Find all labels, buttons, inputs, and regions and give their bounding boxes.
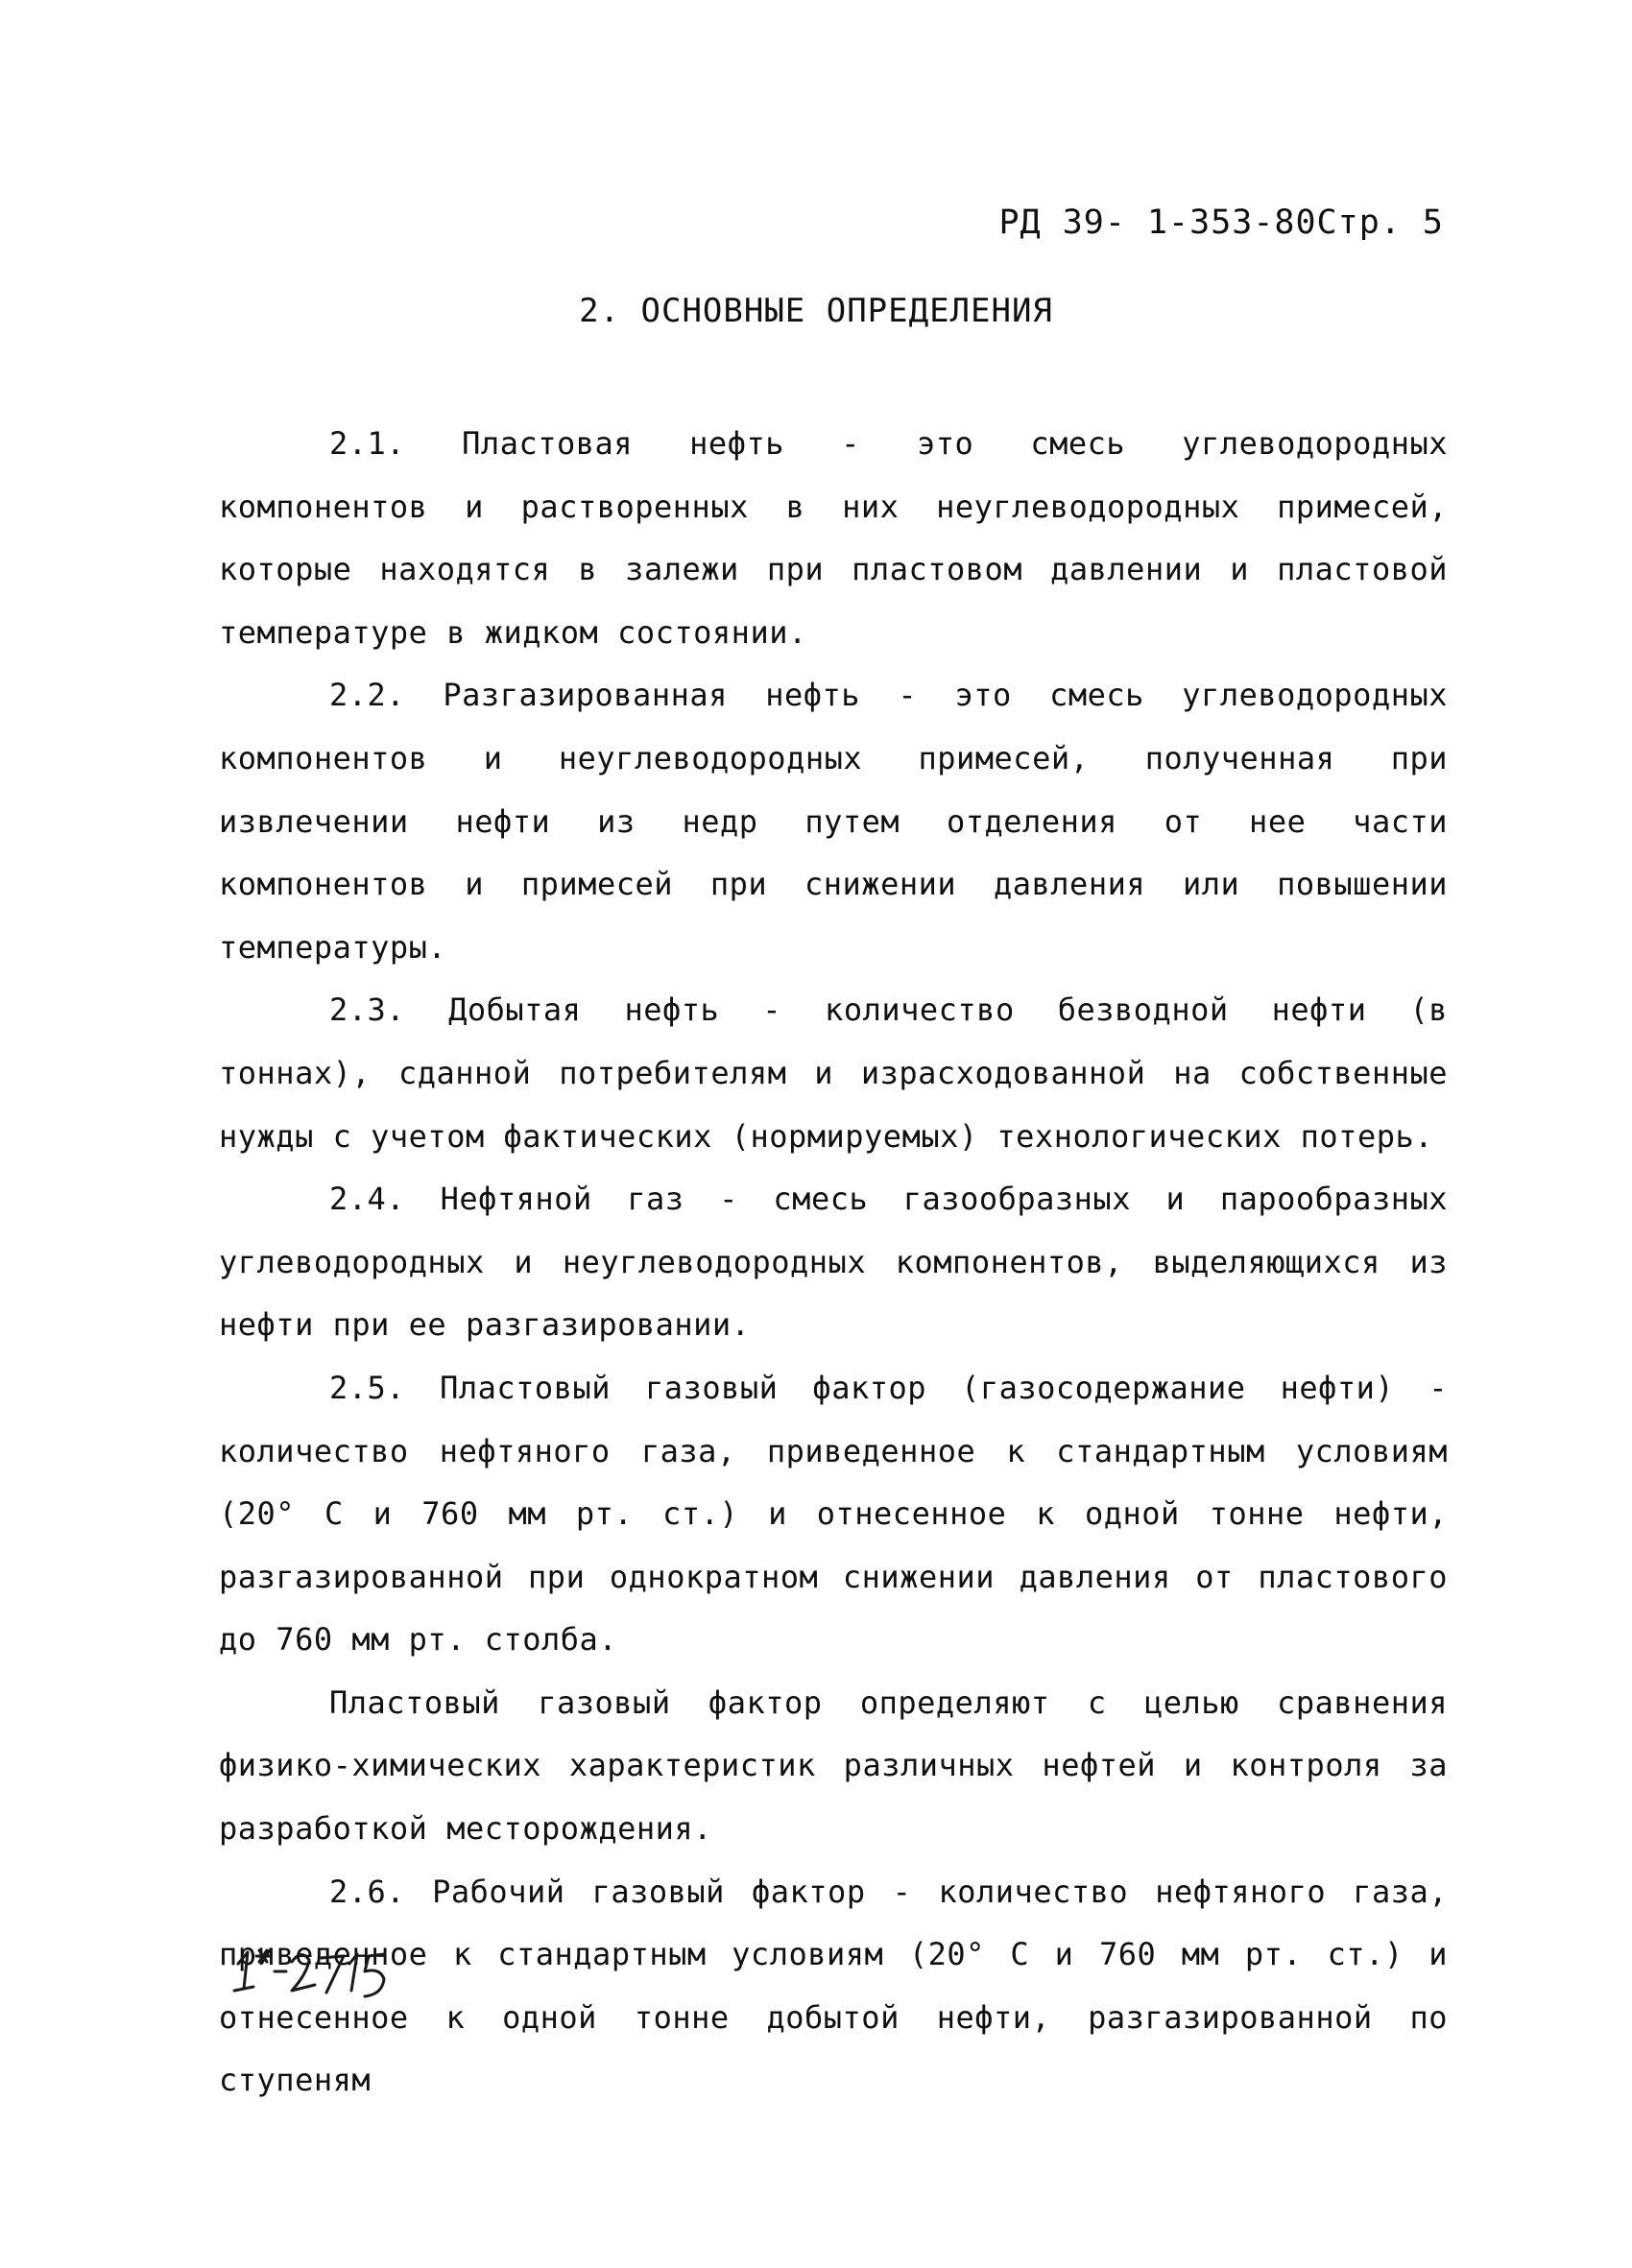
body-text (219, 413, 1448, 2113)
paragraph-2-3: 2.3. Добытая нефть - количество безводной нефти (в тоннах), сданной потребителям и израсходованной на собственные нужды с учетом фактических (нормируемых) технологических потерь. (219, 991, 1448, 1155)
paragraph-2-1: 2.1. Пластовая нефть - это смесь углеводородных компонентов и растворенных в них неуглеводородных примесей, которые находятся в залежи при пластовом давлении и пластовой температуре в жидком состоянии. (219, 425, 1448, 651)
paragraph-2-5: 2.5. Пластовый газовый фактор (газосодержание нефти) - количество нефтяного газа, приведенное к стандартным условиям (20° С и 760 мм рт. ст.) и отнесенное к одной тонне нефти, разгазированной при однократном снижении давления от пластового до 760 мм рт. столба. (219, 1369, 1448, 1659)
paragraph-2-6: 2.6. Рабочий газовый фактор - количество нефтяного газа, приведенное к стандартным условиям (20° С и 760 мм рт. ст.) и отнесенное к одной тонне добытой нефти, разгазированной по ступеням (219, 1873, 1448, 2099)
section-title: 2. ОСНОВНЫЕ ОПРЕДЕЛЕНИЯ (579, 292, 1053, 330)
paragraph-2-4: 2.4. Нефтяной газ - смесь газообразных и парообразных углеводородных и неуглеводородных компонентов, выделяющихся из нефти при ее разгазировании. (219, 1181, 1448, 1344)
paragraph-2-5-note: Пластовый газовый фактор определяют с целью сравнения физико-химических характеристик различных нефтей и контроля за разработкой месторождения. (219, 1683, 1448, 1848)
document-reference: РД 39- 1-353-80Стр. 5 (998, 203, 1444, 242)
handwritten-note (230, 1943, 403, 2002)
paragraph-2-2: 2.2. Разгазированная нефть - это смесь углеводородных компонентов и неуглеводородных примесей, полученная при извлечении нефти из недр путем отделения от нее части компонентов и примесей при снижении давления или повышении температуры. (219, 677, 1448, 966)
